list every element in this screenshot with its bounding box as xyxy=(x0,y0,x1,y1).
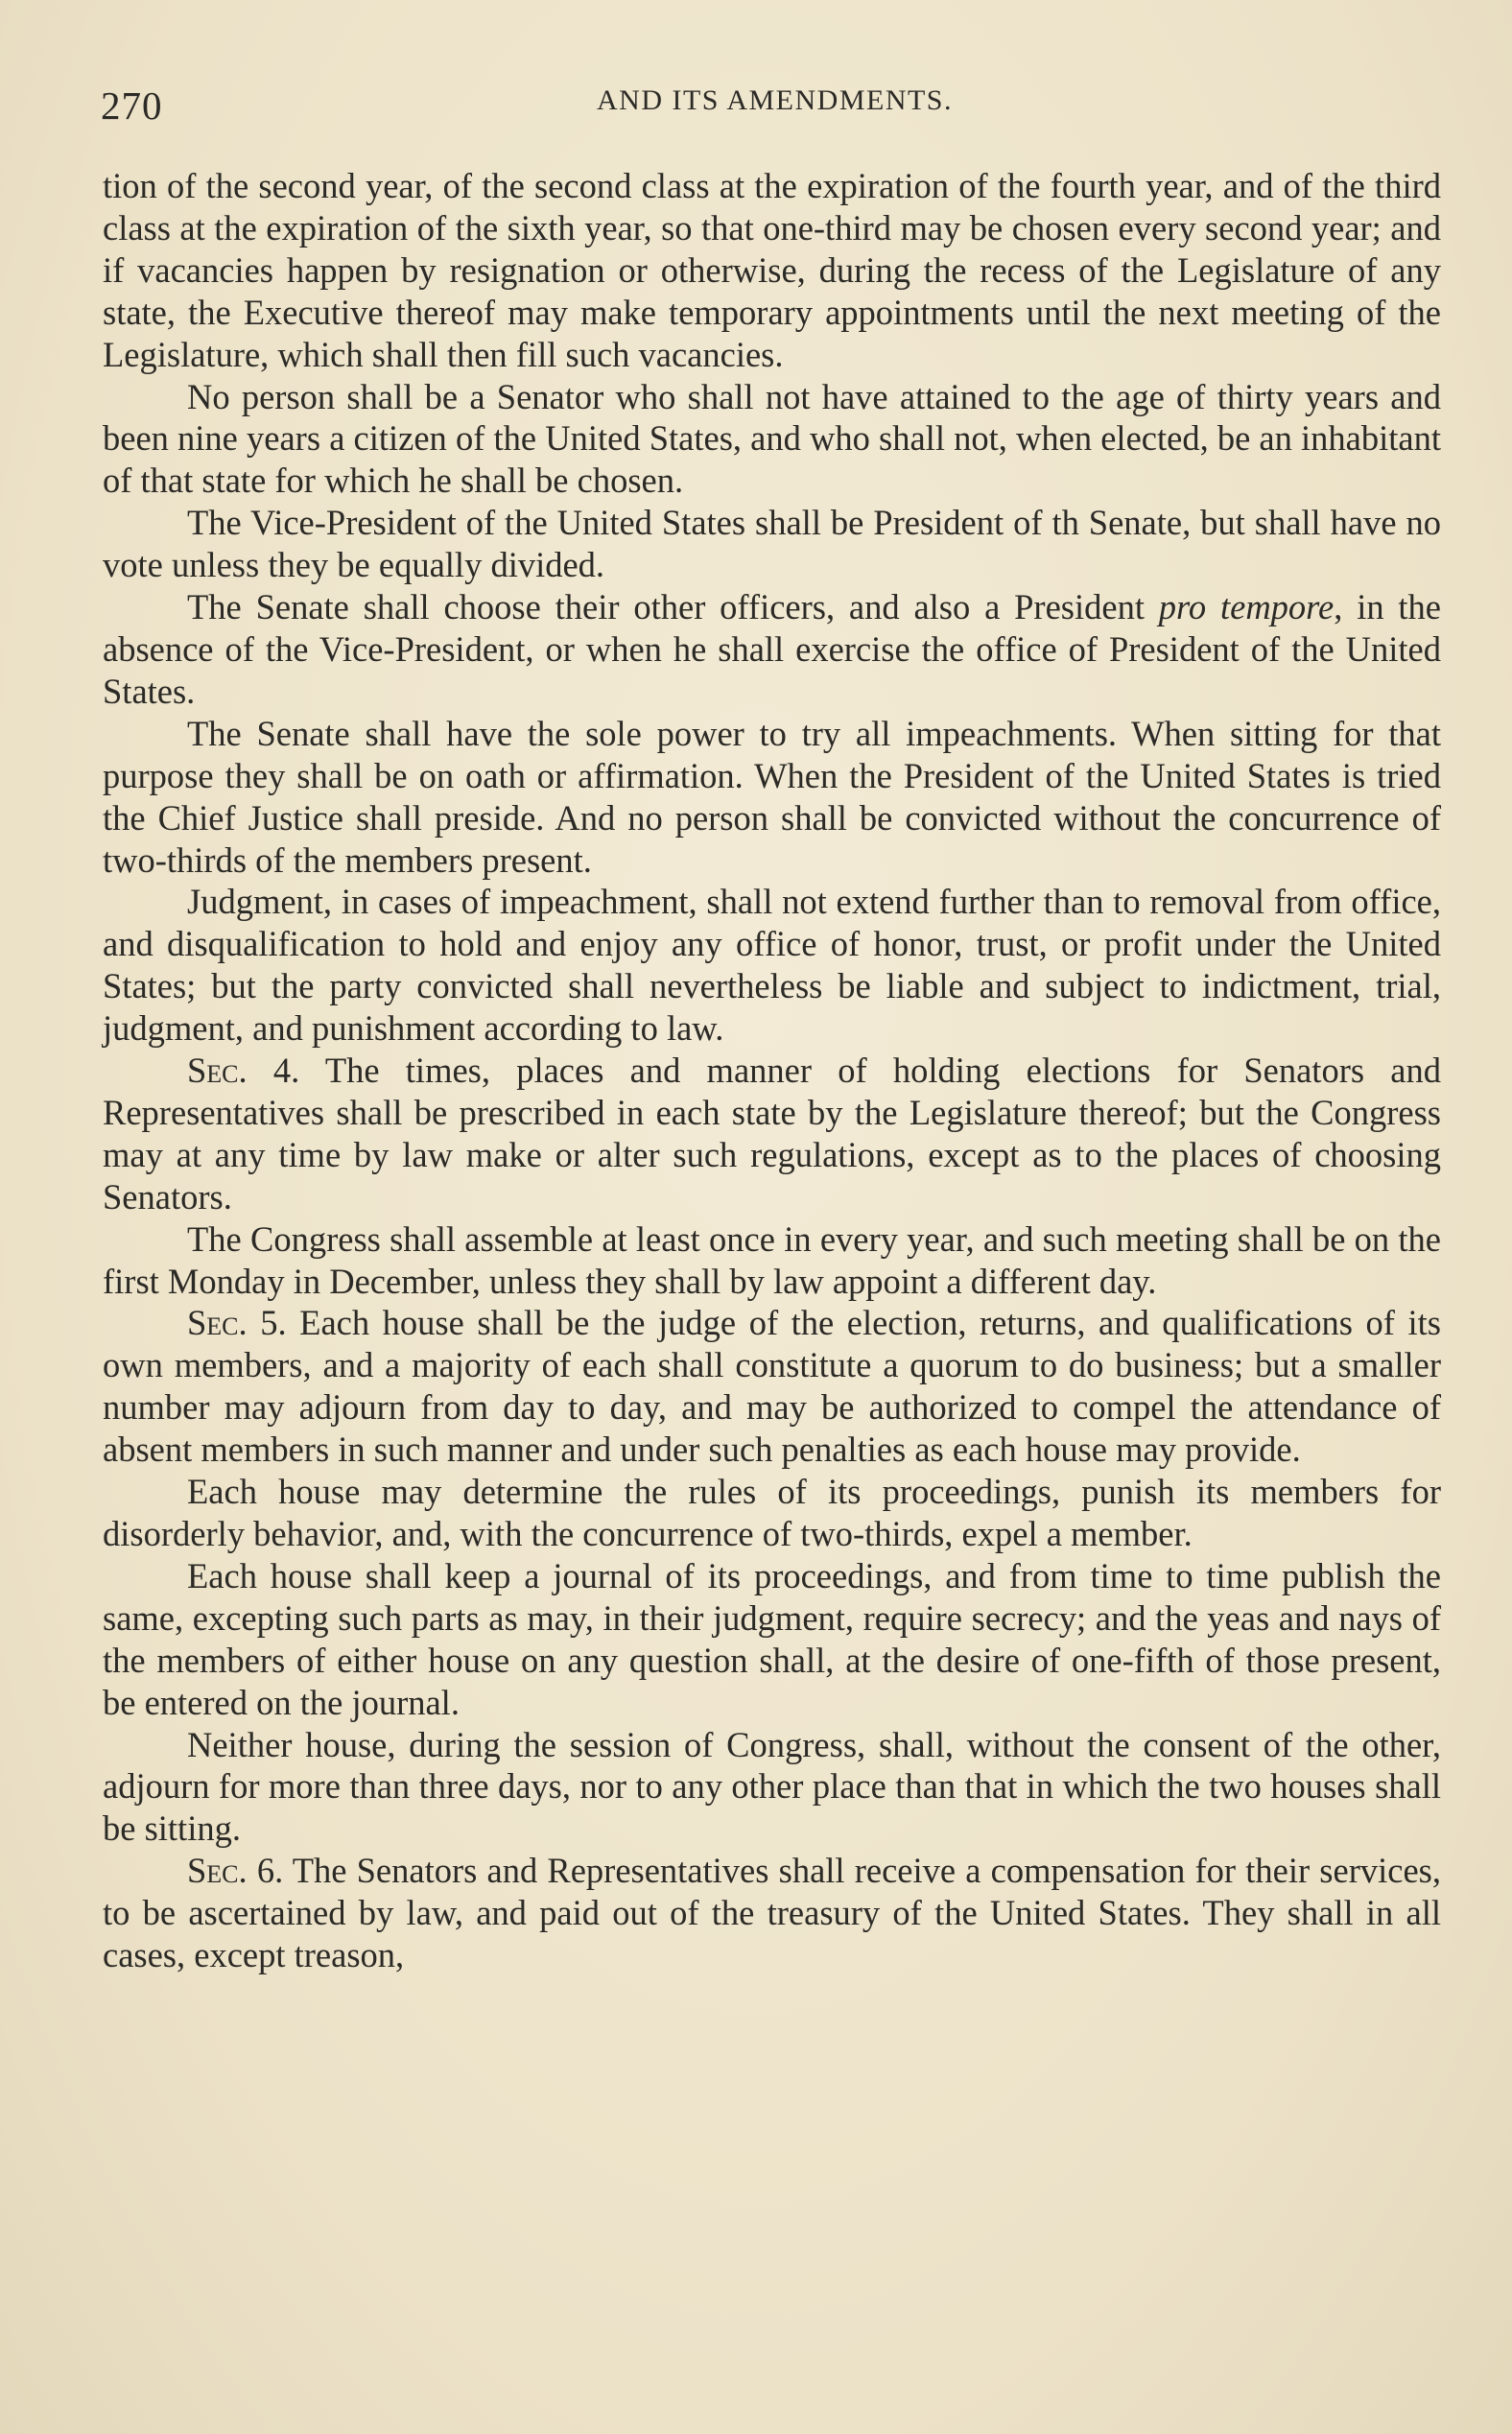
paragraph-text: No person shall be a Senator who shall not have attained to the age of thirty years and been nine years a citizen of the United States, and who shall not, when elected, be an inhabitant of that state for which he shall be chosen. xyxy=(103,376,1441,501)
paragraph xyxy=(103,1050,1441,1218)
paragraph xyxy=(103,1471,1441,1555)
paragraph xyxy=(103,376,1441,503)
section-label: Sec. 5. xyxy=(187,1303,287,1343)
paragraph-text: The times, places and manner of holding elections for Senators and Representatives shall be prescribed in each state by the Legislature thereof; but the Congress may at any time by law make or alter such regulations, except as to the places of choosing Senators. xyxy=(103,1051,1441,1217)
paragraph xyxy=(103,502,1441,586)
paragraph-text: The Senators and Representatives shall receive a compensation for their services, to be ascertained by law, and paid out of the treasury of the United States. They shall in all cases, except treason, xyxy=(103,1851,1441,1975)
paragraph-text: The Congress shall assemble at least once in every year, and such meeting shall be on the first Monday in December, unless they shall by law appoint a different day. xyxy=(103,1218,1441,1301)
paragraph-text: tion of the second year, of the second class at the expiration of the fourth year, and of the third class at the expiration of the sixth year, so that one-third may be chosen every second year; and if vacancies happen by resignation or otherwise, during the recess of the Legislature of any state, the Executive thereof may make temporary appointments until the next meeting of the Legislature, which shall then fill such vacancies. xyxy=(103,166,1441,374)
paragraph xyxy=(103,165,1441,376)
paragraph-text: The Senate shall have the sole power to try all impeachments. When sitting for that purpose they shall be on oath or affirmation. When the President of the United States is tried the Chief Justice shall preside. And no person shall be convicted without the concurrence of two-thirds of the members present. xyxy=(103,713,1441,880)
paragraph-text: Each house shall be the judge of the election, returns, and qualifications of its own members, and a majority of each shall constitute a quorum to do business; but a smaller number may adjourn from day to day, and may be authorized to compel the attendance of absent members in such manner and under such penalties as each house may provide. xyxy=(103,1303,1441,1470)
section-label: Sec. 6. xyxy=(187,1851,284,1891)
paragraph xyxy=(103,881,1441,1050)
page-number: 270 xyxy=(101,83,163,128)
section-label: Sec. 4. xyxy=(187,1051,300,1091)
paragraph xyxy=(103,1555,1441,1724)
paragraph-text: Neither house, during the session of Congress, shall, without the consent of the other, adjourn for more than three days, nor to any other place than that in which the two houses shall be sitting. xyxy=(103,1724,1441,1849)
latin-phrase: pro tempore xyxy=(1158,587,1335,627)
paragraph xyxy=(103,586,1441,713)
paragraph-text: , in the absence of the Vice-President, or when he shall exercise the office of President of the United States. xyxy=(103,587,1441,711)
paragraph xyxy=(103,1218,1441,1303)
page-header xyxy=(101,77,1449,134)
paragraph-text: Each house may determine the rules of its proceedings, punish its members for disorderly behavior, and, with the concurrence of two-thirds, expel a member. xyxy=(103,1472,1441,1553)
running-head: AND ITS AMENDMENTS. xyxy=(596,84,953,116)
body-text xyxy=(103,165,1441,1976)
paragraph xyxy=(103,1724,1441,1851)
paragraph-text: Judgment, in cases of impeachment, shall not extend further than to removal from office, and disqualification to hold and enjoy any office of honor, trust, or profit under the United States; but the party convicted shall nevertheless be liable and subject to indictment, trial, judgment, and punishment according to law. xyxy=(103,882,1441,1049)
paragraph-text: The Vice-President of the United States shall be President of th Senate, but shall have no vote unless they be equally divided. xyxy=(103,503,1441,585)
paragraph xyxy=(103,713,1441,882)
paragraph-text: The Senate shall choose their other officers, and also a President xyxy=(187,587,1159,627)
paragraph xyxy=(103,1302,1441,1471)
paragraph xyxy=(103,1850,1441,1976)
paragraph-text: Each house shall keep a journal of its proceedings, and from time to time publish the same, excepting such parts as may, in their judgment, require secrecy; and the yeas and nays of the members of either house on any question shall, at the desire of one-fifth of those present, be entered on the journal. xyxy=(103,1555,1441,1722)
